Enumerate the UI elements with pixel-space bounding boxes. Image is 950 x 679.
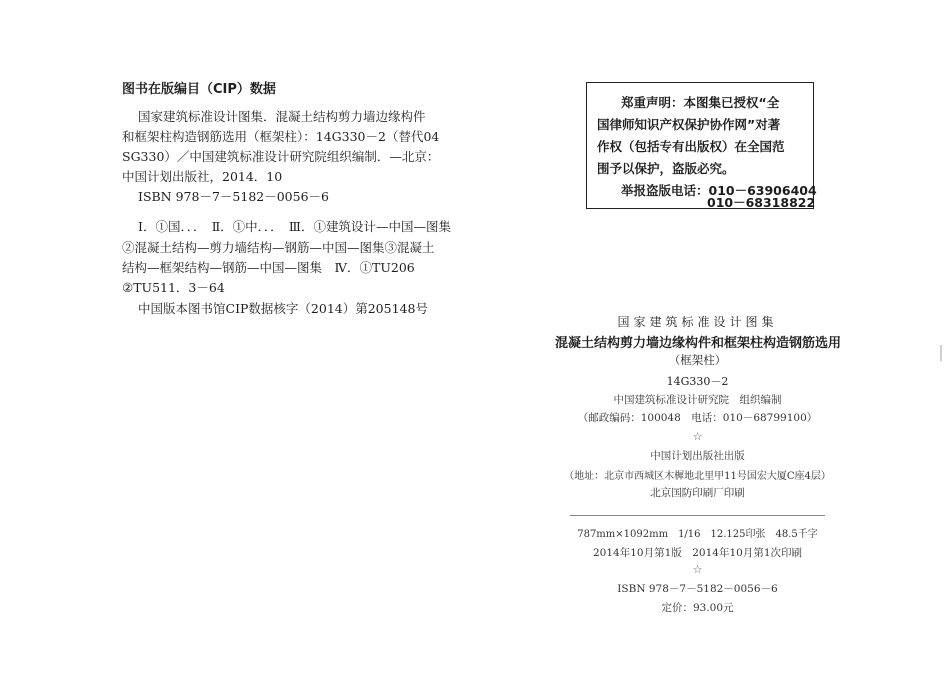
notice-line-4: 围予以保护，盗版必究。 bbox=[597, 161, 735, 176]
imprint-isbn: ISBN 978－7－5182－0056－6 bbox=[617, 583, 778, 595]
notice-phone-1: 举报盗版电话：010－63906404 bbox=[621, 183, 817, 198]
compiler: 中国建筑标准设计研究院 组织编制 bbox=[613, 394, 782, 406]
price: 定价：93.00元 bbox=[661, 602, 734, 614]
notice-line-3: 作权（包括专有出版权）在全国范 bbox=[597, 139, 785, 154]
divider-rule bbox=[570, 515, 825, 516]
copyright-notice-box bbox=[586, 82, 817, 210]
postal-info: （邮政编码：100048 电话：010－68799100） bbox=[577, 412, 818, 424]
notice-line-1: 郑重声明：本图集已授权“全 bbox=[621, 95, 780, 110]
cip-line-3: SG330）／中国建筑标准设计研究院组织编制．—北京： bbox=[122, 149, 440, 164]
cip-isbn-line: ISBN 978－7－5182－0056－6 bbox=[138, 189, 329, 204]
cip-subject-line-4: ②TU511．3－64 bbox=[122, 280, 225, 295]
cip-heading: 图书在版编目（CIP）数据 bbox=[122, 82, 276, 97]
edition-info: 2014年10月第1版 2014年10月第1次印刷 bbox=[592, 547, 803, 559]
series-name: 国家建筑标准设计图集 bbox=[617, 315, 778, 329]
notice-line-2: 国律师知识产权保护协作网”对著 bbox=[597, 117, 781, 132]
cip-line-1: 国家建筑标准设计图集．混凝土结构剪力墙边缘构件 bbox=[138, 109, 426, 124]
printer: 北京国防印刷厂印刷 bbox=[650, 487, 745, 499]
scan-edge-mark bbox=[940, 345, 942, 361]
star-divider-icon: ☆ bbox=[692, 430, 703, 443]
star-divider-icon-2: ☆ bbox=[692, 563, 703, 576]
book-title: 混凝土结构剪力墙边缘构件和框架柱构造钢筋选用 bbox=[555, 336, 842, 351]
publisher-address: （地址：北京市西城区木樨地北里甲11号国宏大厦C座4层） bbox=[564, 471, 831, 482]
cip-subject-line-1: Ⅰ．①国．．． Ⅱ．①中．．． Ⅲ．①建筑设计—中国—图集 bbox=[138, 219, 451, 234]
cip-line-4: 中国计划出版社，2014．10 bbox=[122, 169, 283, 184]
publisher: 中国计划出版社出版 bbox=[650, 450, 745, 462]
cip-line-2: 和框架柱构造钢筋选用（框架柱）：14G330－2（替代04 bbox=[122, 129, 440, 144]
cip-record-number: 中国版本图书馆CIP数据核字（2014）第205148号 bbox=[138, 301, 428, 316]
cip-subject-line-3: 结构—框架结构—钢筋—中国—图集 Ⅳ．①TU206 bbox=[122, 260, 415, 275]
notice-phone-2: 010－68318822 bbox=[707, 195, 816, 210]
book-subtitle: （框架柱） bbox=[668, 353, 727, 367]
print-spec: 787mm×1092mm 1/16 12.125印张 48.5千字 bbox=[577, 529, 818, 540]
cip-subject-line-2: ②混凝土结构—剪力墙结构—钢筋—中国—图集③混凝土 bbox=[122, 240, 435, 255]
atlas-code: 14G330－2 bbox=[666, 375, 729, 388]
